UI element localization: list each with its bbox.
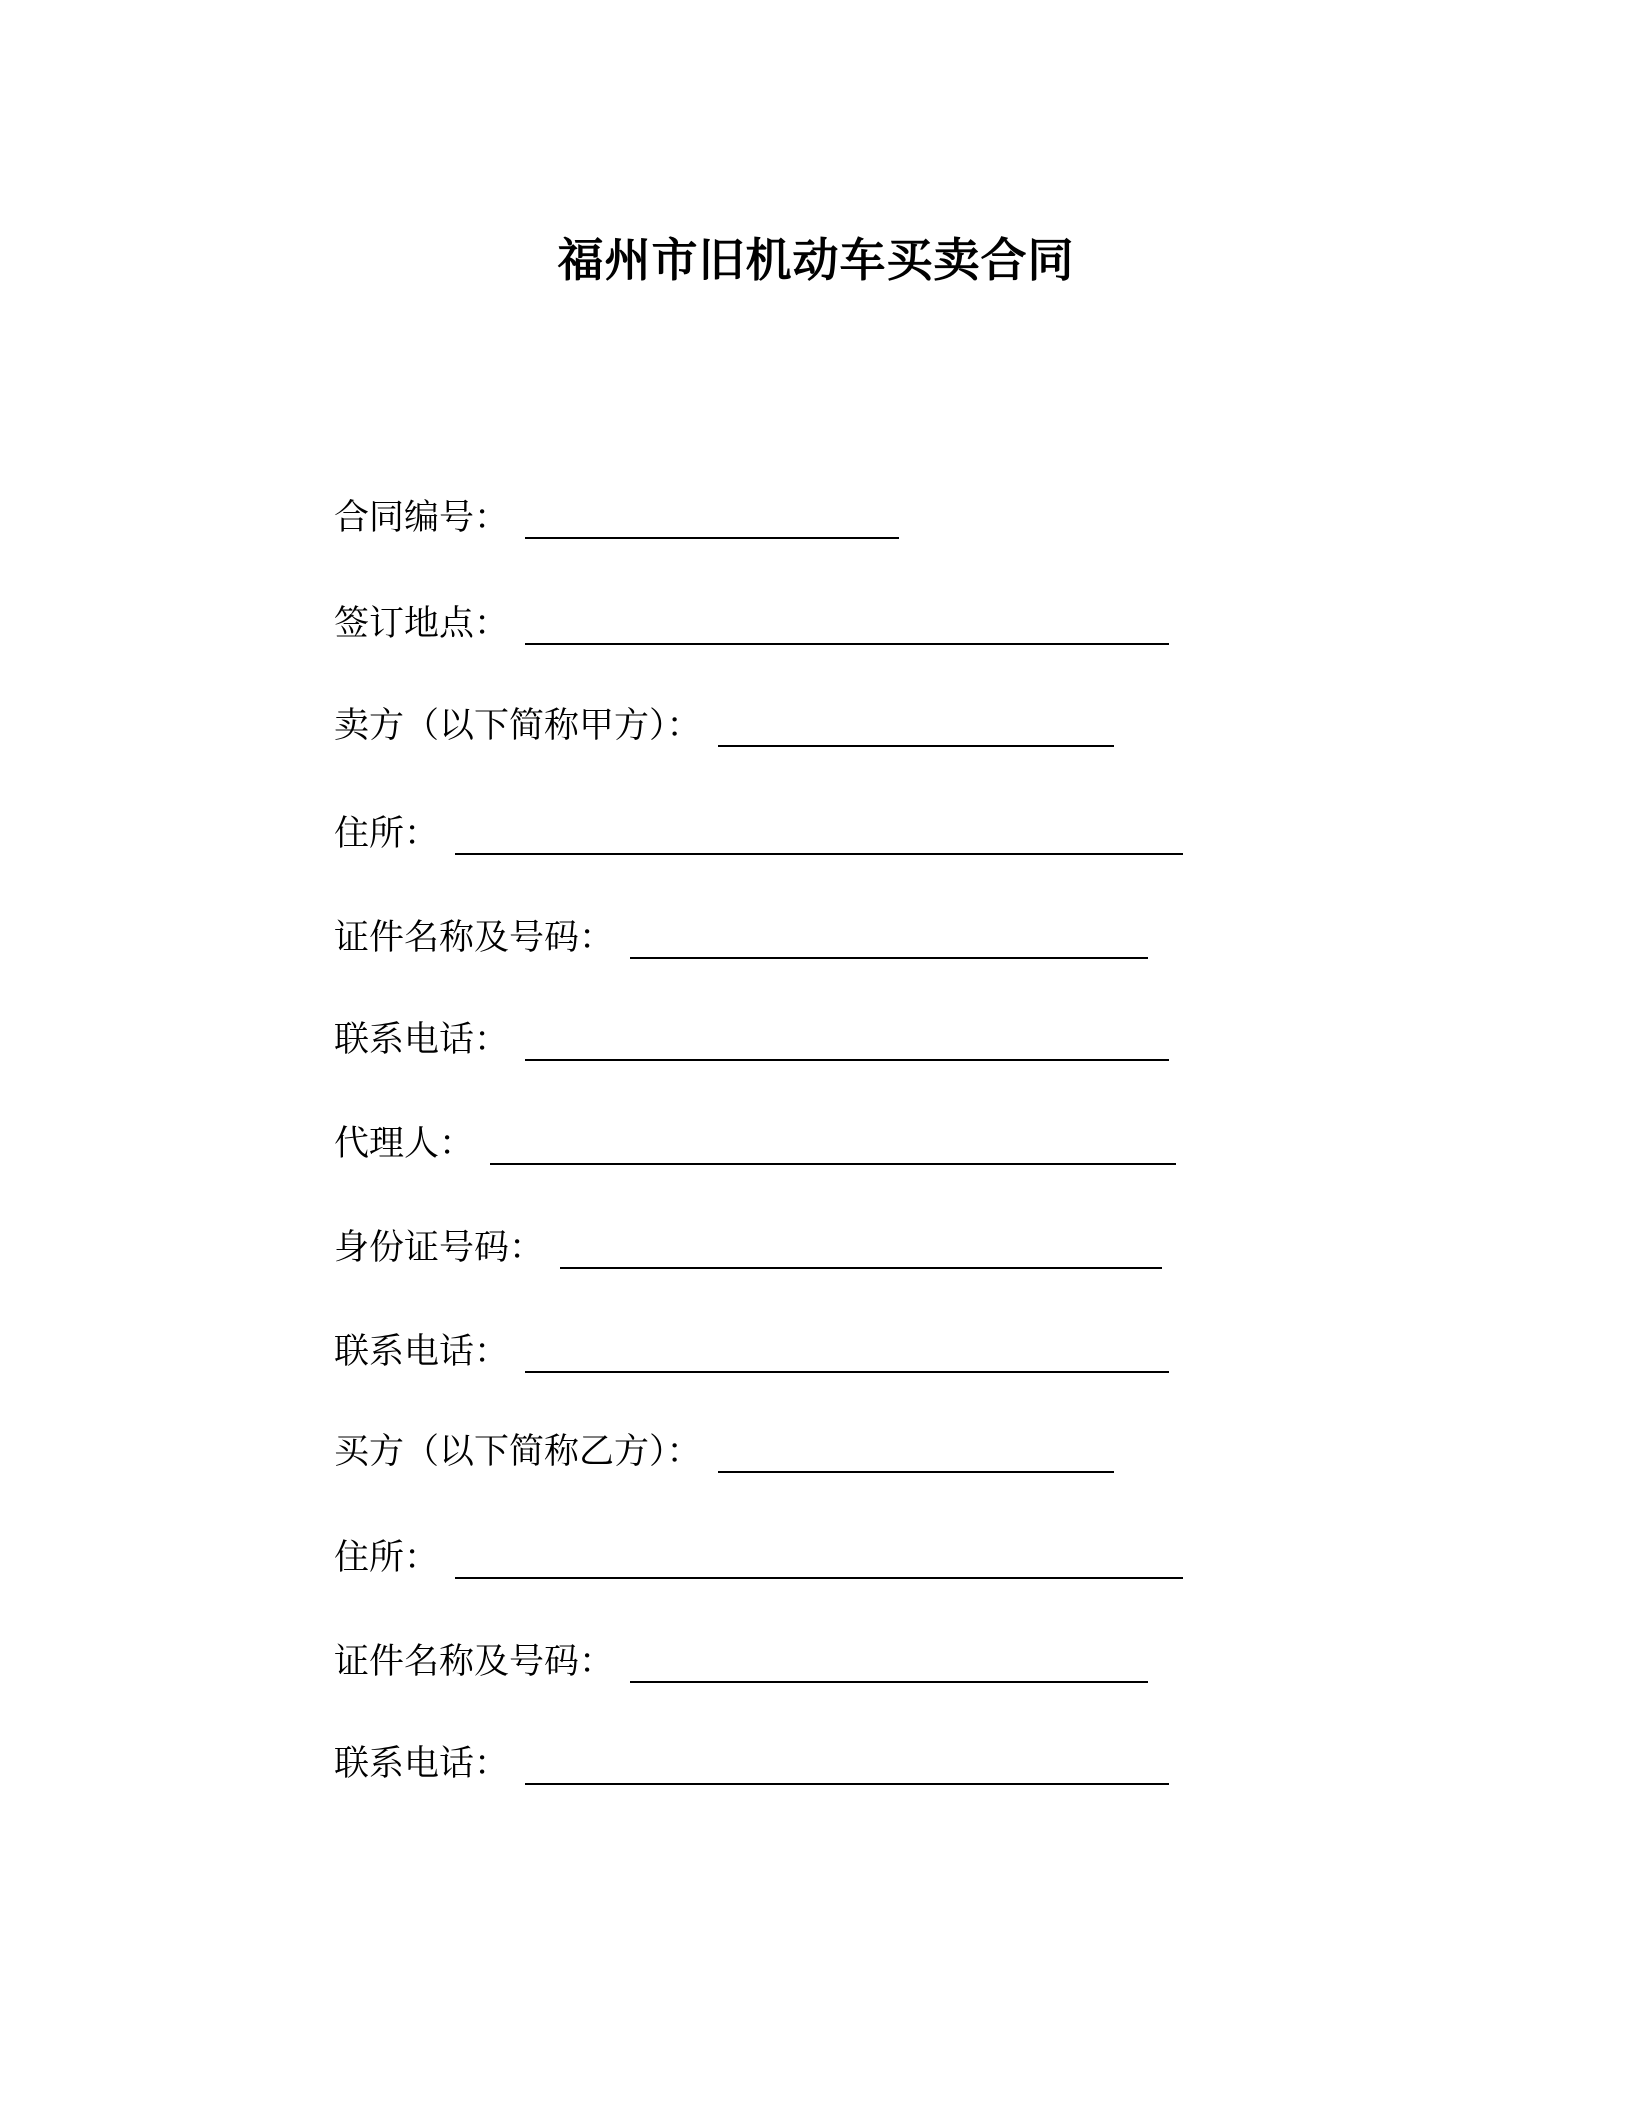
field-label: 签订地点： <box>334 604 510 644</box>
field-label: 证件名称及号码： <box>334 918 615 958</box>
seller-name-blank[interactable] <box>718 745 1114 747</box>
field-label: 联系电话： <box>334 1332 510 1372</box>
signing-place-field <box>334 600 1169 648</box>
field-label: 住所： <box>334 1538 440 1578</box>
field-label: 合同编号： <box>334 498 510 538</box>
agent-field <box>334 1120 1176 1168</box>
buyer-phone-field <box>334 1740 1169 1788</box>
signing-place-blank[interactable] <box>525 643 1169 645</box>
field-label: 身份证号码： <box>334 1228 545 1268</box>
seller-id-blank[interactable] <box>630 957 1148 959</box>
buyer-address-blank[interactable] <box>455 1577 1183 1579</box>
seller-id-field <box>334 914 1148 962</box>
field-label: 联系电话： <box>334 1744 510 1784</box>
field-label: 住所： <box>334 814 440 854</box>
contract-number-blank[interactable] <box>525 537 899 539</box>
buyer-id-blank[interactable] <box>630 1681 1148 1683</box>
field-label: 代理人： <box>334 1124 475 1164</box>
seller-phone-blank[interactable] <box>525 1059 1169 1061</box>
buyer-name-field <box>334 1428 1114 1476</box>
field-label: 买方（以下简称乙方）： <box>334 1432 702 1472</box>
agent-blank[interactable] <box>490 1163 1176 1165</box>
agent-phone-field <box>334 1328 1169 1376</box>
agent-id-number-blank[interactable] <box>560 1267 1162 1269</box>
buyer-id-field <box>334 1638 1148 1686</box>
buyer-name-blank[interactable] <box>718 1471 1114 1473</box>
seller-phone-field <box>334 1016 1169 1064</box>
document-title: 福州市旧机动车买卖合同 <box>557 233 1075 287</box>
seller-name-field <box>334 702 1114 750</box>
field-label: 卖方（以下简称甲方）： <box>334 706 702 746</box>
field-label: 联系电话： <box>334 1020 510 1060</box>
buyer-address-field <box>334 1534 1183 1582</box>
seller-address-blank[interactable] <box>455 853 1183 855</box>
agent-phone-blank[interactable] <box>525 1371 1169 1373</box>
buyer-phone-blank[interactable] <box>525 1783 1169 1785</box>
contract-number-field <box>334 494 899 542</box>
seller-address-field <box>334 810 1183 858</box>
agent-id-number-field <box>334 1224 1162 1272</box>
field-label: 证件名称及号码： <box>334 1642 615 1682</box>
